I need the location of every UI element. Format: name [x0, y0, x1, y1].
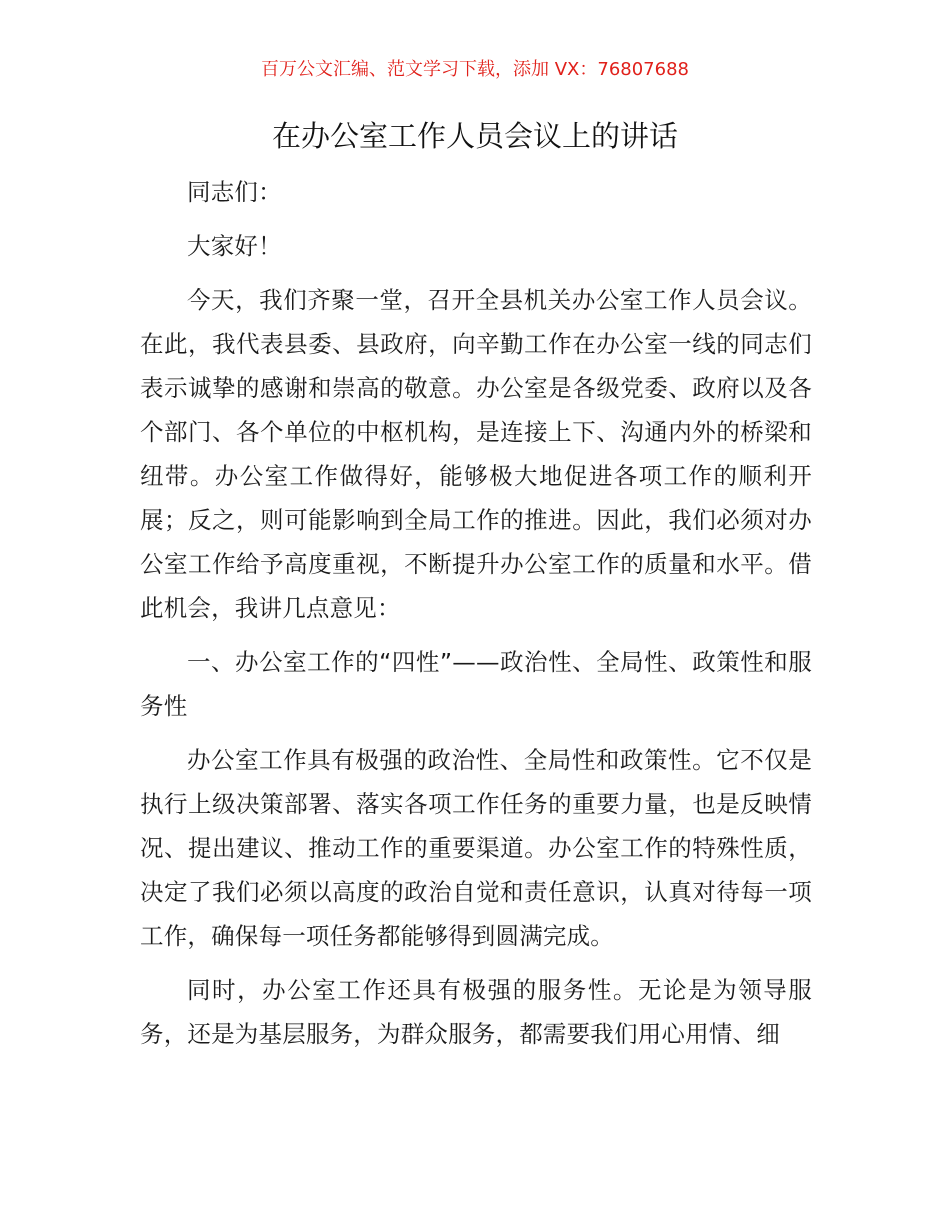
greeting: 大家好！ [187, 232, 282, 260]
paragraph: 同时，办公室工作还具有极强的服务性。无论是为领导服务，还是为基层服务，为群众服务，都需要我们用心用情、细 [140, 976, 812, 1048]
header-contact-note: 百万公文汇编、范文学习下载，添加 VX：76807688 [261, 59, 689, 80]
section-heading: 一、办公室工作的“四性”——政治性、全局性、政策性和服务性 [140, 648, 812, 720]
document-title: 在办公室工作人员会议上的讲话 [271, 119, 678, 153]
document-body [140, 170, 812, 1066]
paragraph: 今天，我们齐聚一堂，召开全县机关办公室工作人员会议。在此，我代表县委、县政府，向辛勤工作在办公室一线的同志们表示诚挚的感谢和崇高的敬意。办公室是各级党委、政府以及各个部门、各个单位的中枢机构，是连接上下、沟通内外的桥梁和纽带。办公室工作做得好，能够极大地促进各项工作的顺利开展；反之，则可能影响到全局工作的推进。因此，我们必须对办公室工作给予高度重视，不断提升办公室工作的质量和水平。借此机会，我讲几点意见： [140, 286, 812, 622]
salutation: 同志们： [187, 178, 282, 206]
paragraph: 办公室工作具有极强的政治性、全局性和政策性。它不仅是执行上级决策部署、落实各项工作任务的重要力量，也是反映情况、提出建议、推动工作的重要渠道。办公室工作的特殊性质，决定了我们必须以高度的政治自觉和责任意识，认真对待每一项工作，确保每一项任务都能够得到圆满完成。 [140, 746, 812, 950]
